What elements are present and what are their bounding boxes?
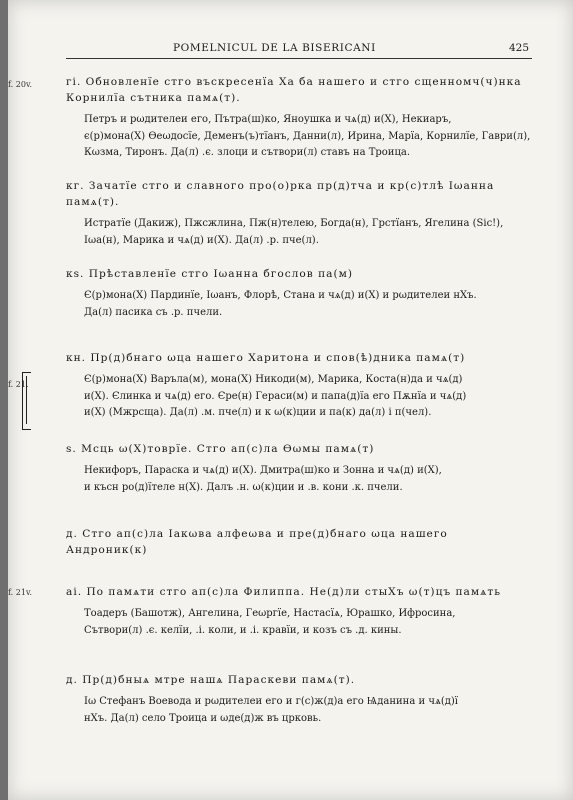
names-line: Петръ и рωдителеи его, Пътра(ш)ко, Яноушка и чѧ(д) и(Х), Некиаръ, [84,114,452,125]
commemoration-entry [66,178,532,249]
names-line: Сътвори(л) .є. келїи, .і. коли, и .і. кравїи, и козъ съ .д. кины. [84,624,402,636]
commemoration-entry [66,74,532,162]
entry-names [66,606,532,639]
names-line: Є(р)мона(Х) Пардинїе, Іωанъ, Флорѣ, Стана и чѧ(д) и(Х) и рωдителеи нХъ. [84,290,477,301]
entry-heading: гі. Обновленїе стго въскресенїа Ха ба нашего и стго сщенномч(ч)нка Корнилїа сътника памѧ(т). [66,76,522,104]
names-line: Є(р)мона(Х) Варъла(м), мона(Х) Никоди(м), Марика, Коста(н)да и чѧ(д) [84,374,463,385]
entry-heading: кн. Пр(д)бнаго ωца нашего Харитона и спов(ѣ)дника памѧ(т) [66,352,466,364]
margin-note-folio: f. 21v. [8,588,33,597]
entry-heading: д. Пр(д)бныѧ мтре нашѧ Параскеви памѧ(т). [66,674,356,686]
entry-names [66,216,532,249]
entry-heading: кѕ. Прѣставленїе стго Іωанна бгослов па(м) [66,268,353,280]
commemoration-entry [66,584,532,639]
header-rule [66,58,532,59]
entry-heading: д. Стго ап(с)ла Іакωва алфеωва и пре(д)бнаго ωца нашего Андроник(к) [66,528,448,556]
entry-names [66,288,532,321]
entry-names [66,694,532,727]
names-line: є(р)мона(Х) Өеωдосїе, Деменъ(ъ)тїанъ, Данни(л), Ирина, Марїа, Корнилїе, Гаври(л), [84,130,531,142]
entry-names [66,463,532,496]
document-page [8,0,573,800]
names-line: Да(л) пасика съ .р. пчели. [84,306,223,318]
names-line: и(Х). Єлинка и чѧ(д) его. Єре(н) Гераси(м) и папа(д)їа его Пѫнїа и чѧ(д) [84,390,467,402]
names-line: Кωзма, Тиронъ. Да(л) .є. злоци и сътвори(л) ставъ на Троица. [84,147,411,158]
page-number: 425 [508,42,529,54]
commemoration-entry [66,441,532,496]
commemoration-entry [66,350,532,422]
running-title: POMELNICUL DE LA BISERICANI [173,42,376,54]
names-line: и(Х) (Мжрсща). Да(л) .м. пче(л) и к ω(к)ции и па(к) да(л) і п(чел). [84,407,432,418]
entry-heading: аі. По памѧти стго ап(с)ла Филиппа. Не(д)ли стыХъ ω(т)цъ памѧть [66,586,501,598]
commemoration-entry [66,526,532,558]
names-line: Тоадеръ (Башотж), Ангелина, Геωргїе, Настасїѧ, Юрашко, Ифросина, [84,608,456,619]
names-line: Іω Стефанъ Воевода и рωдителеи его и г(с)ж(д)а его Ѩданина и чѧ(д)ї [84,696,458,707]
margin-bracket [26,376,31,424]
names-line: и късн ро(д)їтеле н(Х). Далъ .н. ω(к)ции и .в. кони .к. пчели. [84,481,403,493]
entry-heading: ѕ. Мсць ω(Х)товрїе. Стго ап(с)ла Өωмы памѧ(т) [66,443,375,455]
names-line: Истратїе (Дакиж), Пжсжлина, Пж(н)телею, Богда(н), Грстїанъ, Ягелина (Sic!), Іωа(н), Марика и чѧ(д) и(Х). Да(л) .р. пче(л). [84,218,504,246]
names-line: нХъ. Да(л) село Троица и ωде(д)ж въ црковь. [84,712,322,724]
commemoration-entry [66,672,532,727]
margin-note-folio: f. 20v. [8,80,33,89]
margin-note-folio: f. 21. [8,380,29,389]
entry-heading: кг. Зачатїе стго и славного про(о)рка пр(д)тча и кр(с)тлѣ Іωанна памѧ(т). [66,180,495,208]
names-line: Некифоръ, Параска и чѧ(д) и(Х). Дмитра(ш)ко и Зонна и чѧ(д) и(Х), [84,465,442,476]
entry-names [66,372,532,422]
commemoration-entry [66,266,532,321]
entry-names [66,112,532,162]
